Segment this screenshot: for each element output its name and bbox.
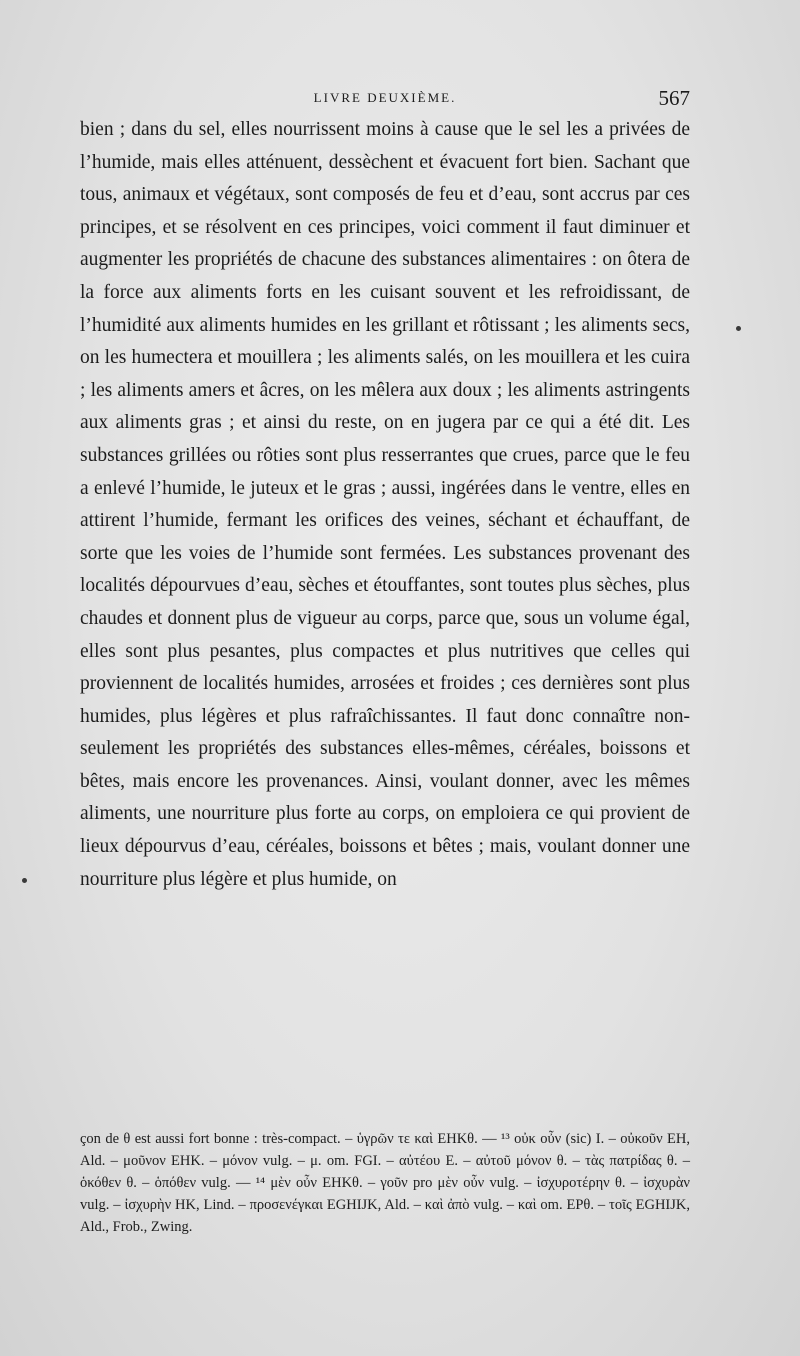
running-head <box>80 86 690 114</box>
running-title: LIVRE DEUXIÈME. <box>313 90 457 105</box>
margin-speck <box>736 326 741 331</box>
margin-speck <box>22 878 27 883</box>
body-text: bien ; dans du sel, elles nourrissent moins à cause que le sel les a privées de l’humide, mais elles atténuent, dessèchent et évacuent fort bien. Sachant que tous, animaux et végétaux, sont composés de feu et d’eau, sont accrus par ces principes, et se résolvent en ces principes, voici comment il faut diminuer et augmenter les propriétés de chacune des substances alimentaires : on ôtera de la force aux aliments forts en les cuisant souvent et les refroidissant, de l’humidité aux aliments humides en les grillant et rôtissant ; les aliments secs, on les humectera et mouillera ; les aliments salés, on les mouillera et les cuira ; les aliments amers et âcres, on les mêlera aux doux ; les aliments astringents aux aliments gras ; et ainsi du reste, on en jugera par ce qui a été dit. Les substances grillées ou rôties sont plus resserrantes que crues, parce que le feu a enlevé l’humide, le juteux et le gras ; aussi, ingérées dans le ventre, elles en attirent l’humide, fermant les orifices des veines, séchant et échauffant, de sorte que les voies de l’humide sont fermées. Les substances provenant des localités dépourvues d’eau, sèches et étouffantes, sont toutes plus sèches, plus chaudes et donnent plus de vigueur au corps, parce que, sous un volume égal, elles sont plus pesantes, plus compactes et plus nutritives que celles qui proviennent de localités humides, arrosées et froides ; ces dernières sont plus humides, plus légères et plus rafraîchissantes. Il faut donc connaître non-seulement les propriétés des substances elles-mêmes, céréales, boissons et bêtes, mais encore les provenances. Ainsi, voulant donner, avec les mêmes aliments, une nourriture plus forte au corps, on emploiera ce qui provient de lieux dépourvus d’eau, céréales, boissons et bêtes ; mais, voulant donner une nourriture plus légère et plus humide, on <box>80 119 690 890</box>
footnotes: çon de θ est aussi fort bonne : très-compact. – ὑγρῶν τε καὶ EHKθ. — ¹³ οὐκ οὖν (sic) I. – οὐκοῦν EH, Ald. – μοῦνον EHK. – μόνον vulg. – μ. om. FGI. – αὐτέου E. – αὐτοῦ μόνον θ. – τὰς πατρίδας θ. – ὁκόθεν θ. – ὁπόθεν vulg. — ¹⁴ μὲν οὖν EHKθ. – γοῦν pro μὲν οὖν vulg. – ἰσχυροτέρην θ. – ἰσχυρὰν vulg. – ἰσχυρὴν HK, Lind. – προσενέγκαι EGHIJK, Ald. – καὶ ἀπὸ vulg. – καὶ om. EPθ. – τοῖς EGHIJK, Ald., Frob., Zwing. <box>80 1131 690 1235</box>
page-number: 567 <box>658 86 690 110</box>
